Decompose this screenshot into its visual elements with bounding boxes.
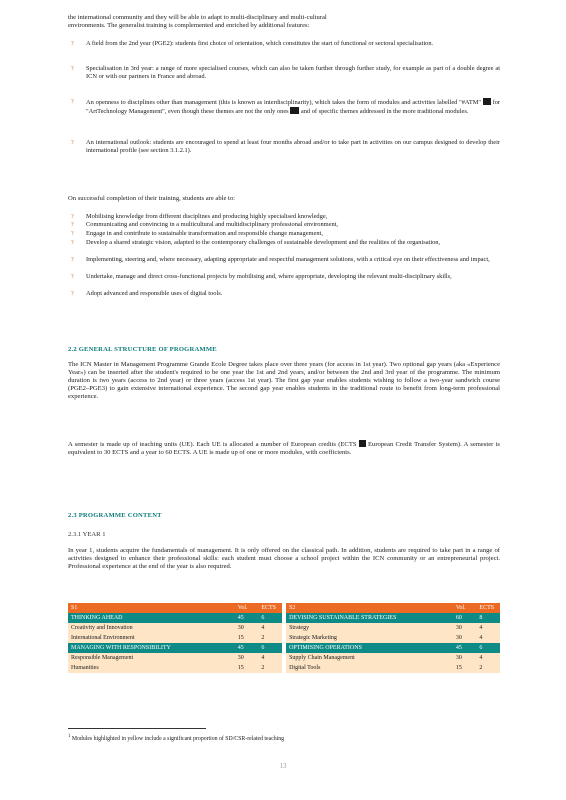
curriculum-table xyxy=(68,603,500,673)
feature-item: ? An openness to disciplines other than management (this is known as interdisciplinarity), which takes the form of modules and activities labelled "#ATM" for "ArtTechnology Management", even though these themes are not the only ones and of specific themes addressed in the more traditional modules. xyxy=(71,99,501,115)
header-ects: ECTS xyxy=(258,603,282,613)
structure-paragraph: The ICN Master in Management Programme Grande Ecole Degree takes place over three years (for access in 1st year). Two optional gap years (aka «Experience Year») can be inserted after the student's required to be one year the 1st and 2nd years, and/or between the 2nd and 3rd year of the programme. The minimum duration is two years (access to 2nd year) or three years (access 1st year). The first gap year enables students wishing to follow a two-year sandwich course (PGE2–PGE3) to gain extensive international experience. The second gap year enables students in the traditional route to benefit from long-term professional experience. xyxy=(68,361,500,400)
intro-paragraph: the international community and they will be able to adapt to multi-disciplinary and multi-cultural environments. The generalist training is complemented and enriched by additional features: xyxy=(68,14,327,29)
page-number: 13 xyxy=(279,762,287,770)
year1-paragraph: In year 1, students acquire the fundamentals of management. It is only offered on the classical path. In addition, students are required to take part in a range of activities designed to enhance their professional skills: each student must choose a school project within the ICN community or an entrepreneurial project. Professional experience at the end of the year is also required. xyxy=(68,547,500,570)
header-ects-2: ECTS xyxy=(476,603,500,613)
feature-item: ? Specialisation in 3rd year: a range of more specialised courses, which can also be taken further through further study, for example as part of a double degree at ICN or with our partners in France and abroad. xyxy=(71,65,500,80)
header-vol: Vol. xyxy=(235,603,259,613)
bullet-icon: ? xyxy=(71,66,74,72)
bullet-icon: ? xyxy=(71,99,74,105)
feature-item: ? A field from the 2nd year (PGE2): students first choice of orientation, which constitutes the start of functional or sectoral specialisation. xyxy=(71,40,434,47)
header-s2: S2 xyxy=(286,603,453,613)
header-s1: S1 xyxy=(68,603,235,613)
table-row: Responsible Management 30 4 Supply Chain Management 30 4 xyxy=(68,653,500,663)
bullet-icon: ? xyxy=(71,274,74,280)
bullet-icon: ? xyxy=(71,140,74,146)
completion-intro: On successful completion of their training, students are able to: xyxy=(68,195,235,202)
outcome-item: ? Communicating and convincing in a multicultural and multidisciplinary professional environment, xyxy=(71,221,339,228)
outcome-item: ? Undertake, manage and direct cross-functional projects by mobilising and, where appropriate, developing the relevant multi-disciplinary skills, xyxy=(71,273,452,280)
table-row: Creativity and Innovation 30 4 Strategy 30 4 xyxy=(68,623,500,633)
redaction-mark xyxy=(290,107,299,114)
table-section-row: THINKING AHEAD 45 6 DEVISING SUSTAINABLE STRATEGIES 60 8 xyxy=(68,613,500,623)
table-header-row xyxy=(68,603,500,613)
subsection-heading: 2.3.1 YEAR 1 xyxy=(68,531,106,538)
outcome-item: ? Mobilising knowledge from different disciplines and producing highly specialised knowledge, xyxy=(71,213,328,220)
bullet-icon: ? xyxy=(71,222,74,228)
outcome-item: ? Adopt advanced and responsible uses of digital tools. xyxy=(71,290,223,297)
table-row: Humanities 15 2 Digital Tools 15 2 xyxy=(68,663,500,673)
table-row: International Environment 15 2 Strategic Marketing 30 4 xyxy=(68,633,500,643)
footnote xyxy=(68,734,500,742)
footnote-text: Modules highlighted in yellow include a significant proportion of SD/CSR-related teaching xyxy=(71,735,285,742)
bullet-icon: ? xyxy=(71,214,74,220)
section-heading-2-3: 2.3 PROGRAMME CONTENT xyxy=(68,512,162,519)
outcome-item: ? Implementing, steering and, where necessary, adapting appropriate and respectful management solutions, with a critical eye on their effectiveness and impact, xyxy=(71,256,490,263)
semester-paragraph: A semester is made up of teaching units (UE). Each UE is allocated a number of European credits (ECTS European Credit Transfer System). A semester is equivalent to 30 ECTS and a year to 60 ECTS. A UE is made up of one or more modules, with coefficients. xyxy=(68,441,500,456)
outcome-item: ? Develop a shared strategic vision, adapted to the contemporary challenges of sustainable development and the realities of the organisation, xyxy=(71,239,441,246)
feature-item: ? An international outlook: students are encouraged to spend at least four months abroad and/or to take part in activities on our campus designed to develop their international profile (see section 3.1.2.1). xyxy=(71,139,500,154)
bullet-icon: ? xyxy=(71,240,74,246)
outcome-item: ? Engage in and contribute to sustainable transformation and responsible change management, xyxy=(71,230,323,237)
section-heading-2-2: 2.2 GENERAL STRUCTURE OF PROGRAMME xyxy=(68,346,217,353)
footnote-divider xyxy=(68,728,206,729)
redaction-mark xyxy=(359,440,366,447)
header-vol-2: Vol. xyxy=(453,603,477,613)
bullet-icon: ? xyxy=(71,231,74,237)
redaction-mark xyxy=(483,98,491,105)
footnote-mark: 1 xyxy=(68,734,71,739)
table-section-row: MANAGING WITH RESPONSIBILITY 45 6 OPTIMISING OPERATIONS 45 6 xyxy=(68,643,500,653)
bullet-icon: ? xyxy=(71,291,74,297)
bullet-icon: ? xyxy=(71,41,74,47)
bullet-icon: ? xyxy=(71,257,74,263)
